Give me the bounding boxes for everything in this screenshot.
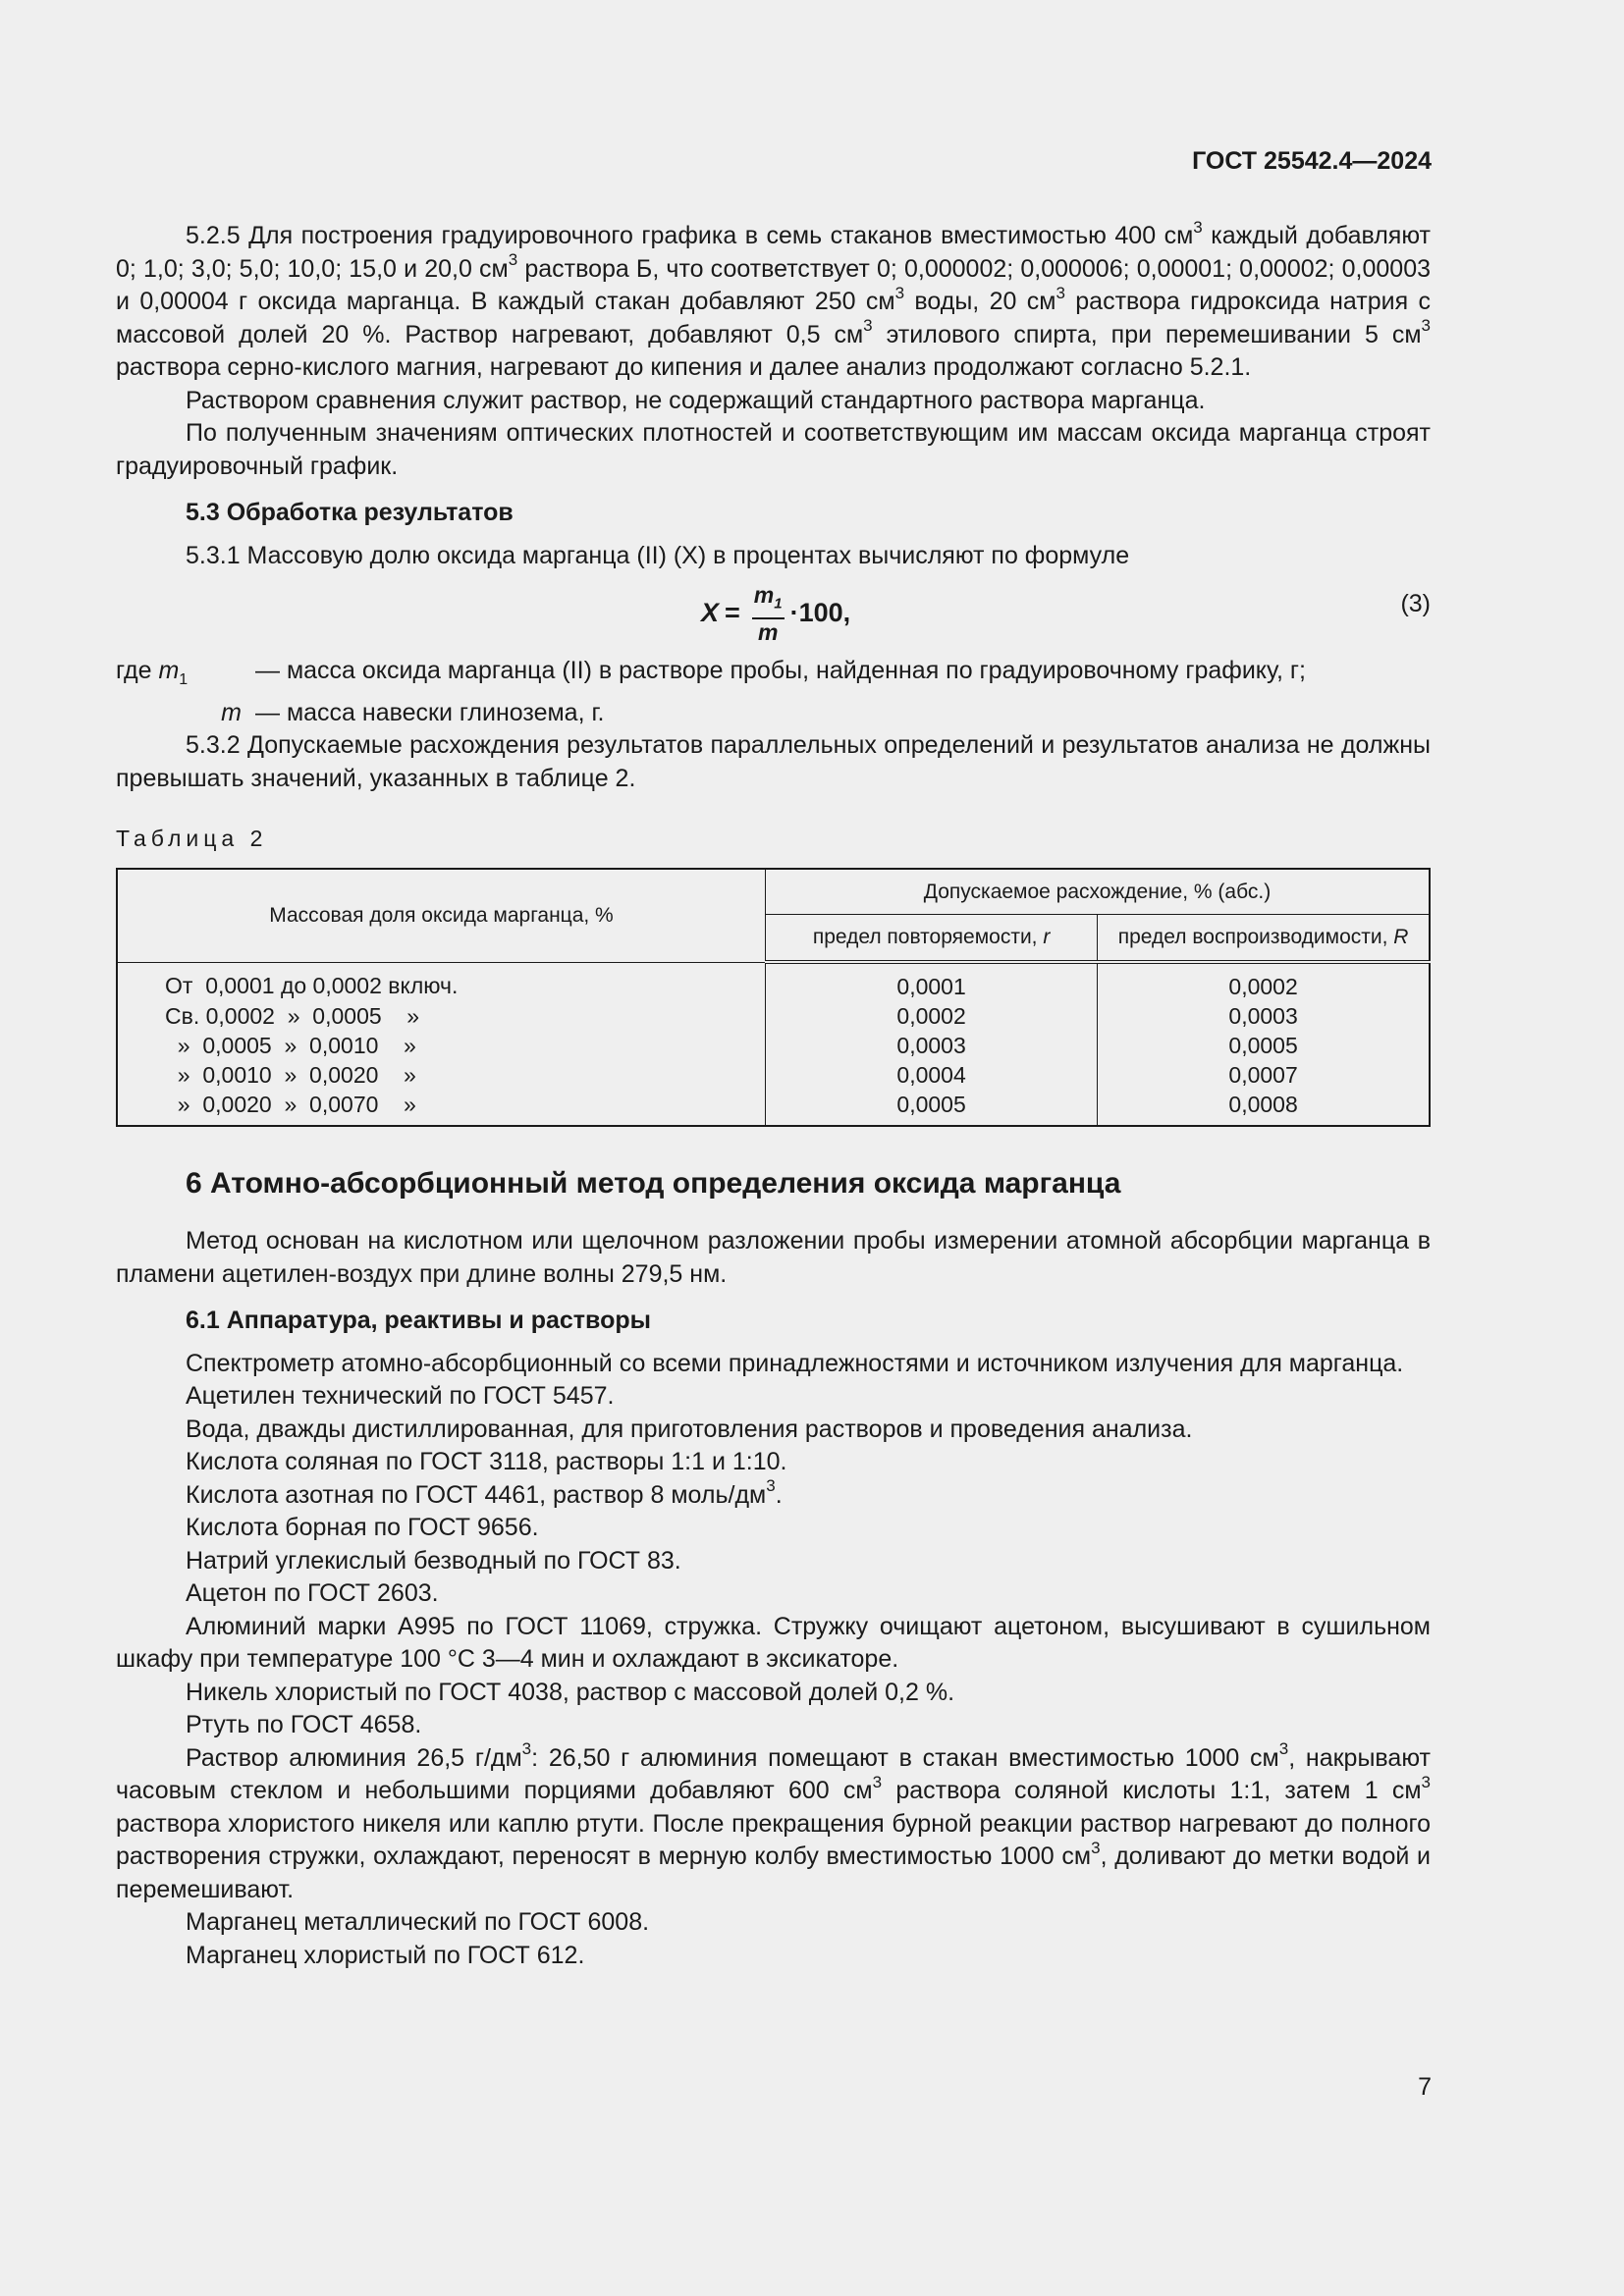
range-cell: От 0,0001 до 0,0002 включ. bbox=[165, 972, 459, 998]
item-nickel: Никель хлористый по ГОСТ 4038, раствор с массовой долей 0,2 %. bbox=[186, 1678, 955, 1706]
table-row bbox=[117, 1060, 1430, 1090]
paragraph-6: Метод основан на кислотном или щелочном разложении пробы измерении атомной абсорбции марганца в пламени ацетилен-воздух при длине волны 279,5 нм. bbox=[116, 1227, 1431, 1288]
paragraph-graph: По полученным значениям оптических плотностей и соответствующим им массам оксида марганца строят градуировочный график. bbox=[116, 419, 1431, 480]
section-5-3-heading: 5.3 Обработка результатов bbox=[186, 499, 514, 526]
table-caption: Таблица 2 bbox=[116, 826, 268, 851]
item-hno3: Кислота азотная по ГОСТ 4461, раствор 8 моль/$дм^3$. bbox=[186, 1476, 783, 1509]
reproducibility-cell: 0,0008 bbox=[1098, 1090, 1430, 1126]
range-cell: » 0,0005 » 0,0010 » bbox=[165, 1033, 416, 1058]
equation-number: (3) bbox=[1400, 590, 1431, 617]
paragraph-5-2-5: 5.2.5 Для построения градуировочного графика в семь стаканов вместимостью 400 $см^3$ каждый добавляют 0; 1,0; 3,0; 5,0; 10,0; 15,0 и 20,0 $см^3$ раствора Б, что соответствует 0; 0,000002; 0,000006; 0,00001; 0,00002; 0,00003 и 0,00004 г оксида марганца. В каждый стакан добавляют 250 $см^3$ воды, 20 $см^3$ раствора гидроксида натрия с массовой долей 20 %. Раствор нагревают, добавляют 0,5 $см^3$ этилового спирта, при перемешивании 5 $см^3$ раствора серно-кислого магния, нагревают до кипения и далее анализ продолжают согласно 5.2.1. bbox=[116, 217, 1432, 381]
tolerance-table bbox=[116, 868, 1431, 1128]
range-cell: » 0,0010 » 0,0020 » bbox=[165, 1062, 416, 1088]
page-content bbox=[116, 217, 1432, 1972]
repeatability-cell: 0,0002 bbox=[765, 1001, 1097, 1031]
table-row bbox=[117, 1031, 1430, 1060]
table-header-reproducibility: предел воспроизводимости, R bbox=[1098, 915, 1430, 963]
reproducibility-cell: 0,0002 bbox=[1098, 962, 1430, 1001]
item-acetone: Ацетон по ГОСТ 2603. bbox=[186, 1579, 439, 1607]
repeatability-cell: 0,0005 bbox=[765, 1090, 1097, 1126]
item-mn-metal: Марганец металлический по ГОСТ 6008. bbox=[186, 1908, 650, 1936]
item-mercury: Ртуть по ГОСТ 4658. bbox=[186, 1711, 422, 1738]
table-row bbox=[117, 962, 1430, 1001]
table-header-mass-fraction: Массовая доля оксида марганца, % bbox=[117, 869, 765, 963]
repeatability-cell: 0,0003 bbox=[765, 1031, 1097, 1060]
standard-header: ГОСТ 25542.4—2024 bbox=[1192, 147, 1432, 175]
paragraph-compare: Раствором сравнения служит раствор, не содержащий стандартного раствора марганца. bbox=[186, 386, 1206, 414]
item-spectrometer: Спектрометр атомно-абсорбционный со всеми принадлежностями и источником излучения для марганца. bbox=[186, 1349, 1404, 1377]
table-header-group: Допускаемое расхождение, % (абс.) bbox=[765, 869, 1430, 915]
item-aluminium: Алюминий марки А995 по ГОСТ 11069, стружка. Стружку очищают ацетоном, высушивают в сушильном шкафу при температуре 100 °С 3—4 мин и охлаждают в эксикаторе. bbox=[116, 1612, 1431, 1673]
item-boric: Кислота борная по ГОСТ 9656. bbox=[186, 1514, 539, 1541]
section-6-heading: 6 Атомно-абсорбционный метод определения оксида марганца bbox=[186, 1167, 1121, 1200]
reproducibility-cell: 0,0005 bbox=[1098, 1031, 1430, 1060]
fraction: $\frac{m_1}{m}$ bbox=[753, 582, 783, 645]
section-6-1-heading: 6.1 Аппаратура, реактивы и растворы bbox=[186, 1307, 651, 1334]
reproducibility-cell: 0,0007 bbox=[1098, 1060, 1430, 1090]
repeatability-cell: 0,0001 bbox=[765, 962, 1097, 1001]
item-soda: Натрий углекислый безводный по ГОСТ 83. bbox=[186, 1546, 681, 1575]
table-row bbox=[117, 1001, 1430, 1031]
formula-row bbox=[116, 580, 1431, 645]
item-water: Вода, дважды дистиллированная, для приготовления растворов и проведения анализа. bbox=[186, 1415, 1193, 1443]
formula: X = $\frac{m_1}{m}$ ·100, bbox=[701, 582, 851, 645]
item-hcl: Кислота соляная по ГОСТ 3118, растворы 1:1 и 1:10. bbox=[186, 1448, 787, 1475]
item-mn-chloride: Марганец хлористый по ГОСТ 612. bbox=[186, 1941, 585, 1969]
formula-legend: где $m_1$ — масса оксида марганца (II) в растворе пробы, найденная по градуировочному графику, г; m — масса навески глинозема, г. bbox=[116, 657, 1306, 726]
range-cell: Св. 0,0002 » 0,0005 » bbox=[165, 1003, 420, 1029]
reproducibility-cell: 0,0003 bbox=[1098, 1001, 1430, 1031]
paragraph-5-3-1: 5.3.1 Массовую долю оксида марганца (II) (X) в процентах вычисляют по формуле bbox=[186, 541, 1130, 569]
item-acetylene: Ацетилен технический по ГОСТ 5457. bbox=[186, 1382, 615, 1410]
repeatability-cell: 0,0004 bbox=[765, 1060, 1097, 1090]
item-aluminium-solution: Раствор алюминия 26,5 $г/дм^3$: 26,50 г алюминия помещают в стакан вместимостью 1000 $см^3$, накрывают часовым стеклом и небольшими порциями добавляют 600 $см^3$ раствора соляной кислоты 1:1, затем 1 $см^3$ раствора хлористого никеля или каплю ртути. После прекращения бурной реакции раствор нагревают до полного растворения стружки, охлаждают, переносят в мерную колбу вместимостью 1000 $см^3$, доливают до метки водой и перемешивают. bbox=[116, 1739, 1432, 1903]
table-row bbox=[117, 1090, 1430, 1126]
page-number: 7 bbox=[1418, 2073, 1432, 2101]
range-cell: » 0,0020 » 0,0070 » bbox=[165, 1092, 416, 1117]
paragraph-5-3-2: 5.3.2 Допускаемые расхождения результатов параллельных определений и результатов анализа не должны превышать значений, указанных в таблице 2. bbox=[116, 731, 1431, 792]
table-header-repeatability: предел повторяемости, r bbox=[765, 915, 1097, 963]
